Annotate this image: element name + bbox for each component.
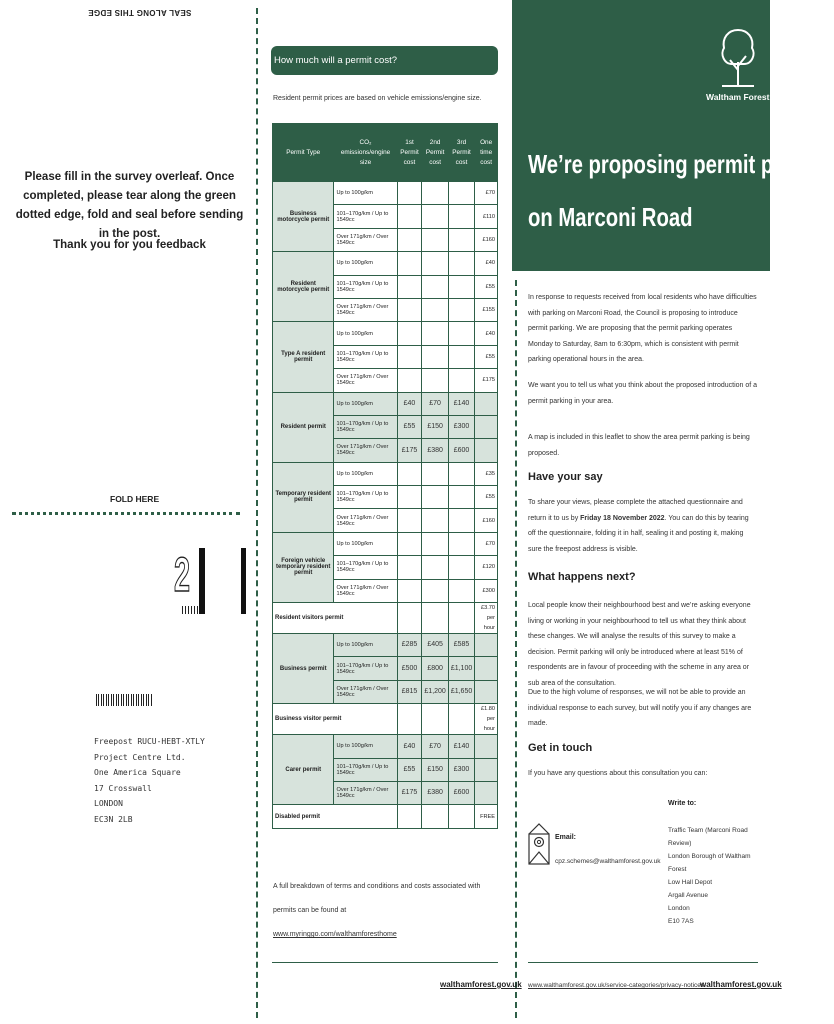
table-header-row — [273, 124, 498, 182]
header-permit-type: Permit Type — [273, 124, 334, 182]
second-permit-cost-cell — [422, 298, 448, 321]
first-permit-cost-cell: £55 — [397, 758, 422, 781]
first-permit-cost-cell — [397, 579, 422, 602]
permit-type-cell: Resident motorcycle permit — [273, 252, 334, 322]
ringgo-link[interactable]: www.myringgo.com/walthamforesthome — [273, 931, 397, 938]
third-permit-cost-cell — [448, 579, 474, 602]
second-permit-cost-cell — [422, 486, 448, 509]
empty-cell — [448, 805, 474, 828]
third-permit-cost-cell — [448, 556, 474, 579]
footnote — [273, 875, 503, 947]
permit-type-cell: Disabled permit — [273, 805, 398, 828]
third-permit-cost-cell: £1,650 — [448, 680, 474, 703]
second-permit-cost-cell: £70 — [422, 392, 448, 415]
email-address[interactable]: cpz.schemes@walthamforest.gov.uk — [555, 858, 661, 865]
one-time-cost-cell: £300 — [475, 579, 498, 602]
third-permit-cost-cell — [448, 532, 474, 555]
third-permit-cost-cell: £300 — [448, 415, 474, 438]
empty-cell — [422, 805, 448, 828]
postage-mark-bar — [241, 548, 246, 614]
third-permit-cost-cell: £1,100 — [448, 657, 474, 680]
emissions-band-cell: Up to 100g/km — [334, 182, 397, 205]
first-permit-cost-cell: £55 — [397, 415, 422, 438]
questions-paragraph: If you have any questions about this consultation you can: — [528, 770, 708, 777]
emissions-band-cell: Over 171g/km / Over 1549cc — [334, 369, 397, 392]
third-permit-cost-cell — [448, 228, 474, 251]
fold-line — [12, 512, 240, 515]
write-to-label: Write to: — [668, 800, 697, 807]
empty-cell — [422, 704, 448, 735]
one-time-cost-cell: £120 — [475, 556, 498, 579]
permit-type-cell: Business motorcycle permit — [273, 182, 334, 252]
email-label: Email: — [555, 834, 577, 841]
footer-website-link[interactable]: walthamforest.gov.uk — [700, 980, 782, 989]
second-permit-cost-cell — [422, 252, 448, 275]
emissions-band-cell: 101–170g/km / Up to 1549cc — [334, 486, 397, 509]
empty-cell — [397, 603, 422, 634]
third-permit-cost-cell: £300 — [448, 758, 474, 781]
empty-cell — [422, 603, 448, 634]
table-row — [273, 735, 498, 758]
one-time-cost-cell — [475, 781, 498, 804]
table-row — [273, 252, 498, 275]
first-permit-cost-cell — [397, 556, 422, 579]
what-happens-paragraph: Local people know their neighbourhood best and we’re asking everyone living or working in your neighbourhood to tell us what they think about these changes. We will analyse the results of this survey to make a decision. Permit parking will only be introduced where at least 51% of respondents are in favour of proceeding with the scheme in any area or sub area of the consultation. — [528, 602, 751, 687]
second-permit-cost-cell: £150 — [422, 758, 448, 781]
emissions-band-cell: Up to 100g/km — [334, 392, 397, 415]
title-line-1: We’re proposing permit parking — [528, 149, 834, 179]
first-permit-cost-cell — [397, 228, 422, 251]
third-permit-cost-cell: £140 — [448, 392, 474, 415]
one-time-cost-cell: £110 — [475, 205, 498, 228]
postal-line: London Borough of Waltham Forest — [668, 853, 751, 873]
permit-cost-heading: How much will a permit cost? — [271, 46, 498, 75]
first-permit-cost-cell — [397, 322, 422, 345]
permit-type-cell: Business permit — [273, 634, 334, 704]
one-time-cost-cell: £40 — [475, 252, 498, 275]
one-time-cost-cell: £1.80 per hour — [475, 704, 498, 735]
address-line: Project Centre Ltd. — [94, 752, 186, 762]
emissions-band-cell: 101–170g/km / Up to 1549cc — [334, 657, 397, 680]
one-time-cost-cell — [475, 439, 498, 462]
second-permit-cost-cell — [422, 275, 448, 298]
third-permit-cost-cell — [448, 298, 474, 321]
footnote-text: A full breakdown of terms and conditions and costs associated with permits can be found at — [273, 883, 481, 914]
share-views-text-end: . You can do this by tearing off the questionnaire, folding it in half, sealing it and posting it, making sure the freepost address is visible. — [528, 514, 749, 553]
first-permit-cost-cell — [397, 509, 422, 532]
brand-name: Waltham Forest — [706, 92, 770, 102]
one-time-cost-cell: £55 — [475, 275, 498, 298]
permit-cost-table — [272, 123, 498, 829]
empty-cell — [397, 704, 422, 735]
emissions-band-cell: Up to 100g/km — [334, 322, 397, 345]
emissions-band-cell: Over 171g/km / Over 1549cc — [334, 228, 397, 251]
one-time-cost-cell: £155 — [475, 298, 498, 321]
header-emissions: CO₂ emissions/engine size — [334, 124, 397, 182]
first-permit-cost-cell: £815 — [397, 680, 422, 703]
one-time-cost-cell: £55 — [475, 345, 498, 368]
second-permit-cost-cell — [422, 205, 448, 228]
table-row — [273, 532, 498, 555]
emissions-band-cell: Up to 100g/km — [334, 532, 397, 555]
first-permit-cost-cell — [397, 252, 422, 275]
emissions-band-cell: Up to 100g/km — [334, 634, 397, 657]
table-row — [273, 182, 498, 205]
one-time-cost-cell — [475, 735, 498, 758]
second-permit-cost-cell — [422, 532, 448, 555]
empty-cell — [448, 603, 474, 634]
cut-line-left — [256, 8, 258, 1018]
privacy-link[interactable]: www.walthamforest.gov.uk/service-categories/privacy-notices — [528, 982, 705, 989]
address-line: Freepost RUCU-HEBT-XTLY — [94, 737, 205, 746]
table-row — [273, 704, 498, 735]
third-permit-cost-cell — [448, 486, 474, 509]
permit-type-cell: Resident visitors permit — [273, 603, 398, 634]
emissions-band-cell: 101–170g/km / Up to 1549cc — [334, 275, 397, 298]
second-permit-cost-cell: £380 — [422, 439, 448, 462]
share-views-paragraph — [528, 495, 758, 557]
third-permit-cost-cell — [448, 462, 474, 485]
permit-type-cell: Foreign vehicle temporary resident permit — [273, 532, 334, 602]
cut-line-right — [515, 280, 517, 1018]
one-time-cost-cell — [475, 392, 498, 415]
third-permit-cost-cell — [448, 345, 474, 368]
intro-paragraph: In response to requests received from local residents who have difficulties with parking on Marconi Road, the Council is proposing to introduce permit parking. We are proposing that the permit parking operates Monday to Saturday, 8am to 6:30pm, which is consistent with permit parking operational hours in the area. — [528, 294, 757, 364]
second-permit-cost-cell: £150 — [422, 415, 448, 438]
emissions-band-cell: 101–170g/km / Up to 1549cc — [334, 758, 397, 781]
permit-type-cell: Resident permit — [273, 392, 334, 462]
tell-us-paragraph: We want you to tell us what you think about the proposed introduction of a permit parking in your area. — [528, 382, 758, 405]
one-time-cost-cell: £70 — [475, 182, 498, 205]
third-permit-cost-cell — [448, 205, 474, 228]
postal-line: Traffic Team (Marconi Road Review) — [668, 827, 748, 847]
postal-line: London — [668, 905, 690, 912]
second-permit-cost-cell — [422, 462, 448, 485]
fold-here-label: FOLD HERE — [110, 494, 160, 504]
one-time-cost-cell: £160 — [475, 228, 498, 251]
second-permit-cost-cell — [422, 369, 448, 392]
first-permit-cost-cell — [397, 345, 422, 368]
third-permit-cost-cell: £600 — [448, 439, 474, 462]
empty-cell — [397, 805, 422, 828]
emissions-band-cell: Over 171g/km / Over 1549cc — [334, 781, 397, 804]
emissions-band-cell: Up to 100g/km — [334, 462, 397, 485]
first-permit-cost-cell: £40 — [397, 392, 422, 415]
first-permit-cost-cell: £175 — [397, 439, 422, 462]
emissions-band-cell: 101–170g/km / Up to 1549cc — [334, 556, 397, 579]
one-time-cost-cell: £160 — [475, 509, 498, 532]
second-permit-cost-cell — [422, 345, 448, 368]
third-permit-cost-cell: £600 — [448, 781, 474, 804]
header-first-permit: 1st Permit cost — [397, 124, 422, 182]
thank-you-text: Thank you for you feedback — [53, 239, 206, 251]
header-third-permit: 3rd Permit cost — [448, 124, 474, 182]
second-permit-cost-cell: £800 — [422, 657, 448, 680]
permit-type-cell: Type A resident permit — [273, 322, 334, 392]
address-line: One America Square — [94, 768, 181, 778]
have-your-say-heading: Have your say — [528, 471, 603, 483]
mail-barcode — [94, 694, 152, 706]
postal-line: E10 7AS — [668, 918, 694, 925]
second-permit-cost-cell — [422, 228, 448, 251]
footer-rule — [272, 962, 498, 963]
second-permit-cost-cell — [422, 182, 448, 205]
emissions-band-cell: 101–170g/km / Up to 1549cc — [334, 205, 397, 228]
emissions-band-cell: Over 171g/km / Over 1549cc — [334, 439, 397, 462]
address-line: LONDON — [94, 799, 123, 809]
third-permit-cost-cell — [448, 182, 474, 205]
what-happens-next-heading: What happens next? — [528, 571, 636, 583]
second-permit-cost-cell — [422, 556, 448, 579]
permit-type-cell: Temporary resident permit — [273, 462, 334, 532]
volume-paragraph: Due to the high volume of responses, we will not be able to provide an individual response to each survey, but will notify you if any changes are made. — [528, 689, 752, 728]
deadline-date: Friday 18 November 2022 — [580, 514, 665, 522]
intro-text: Resident permit prices are based on vehicle emissions/engine size. — [273, 95, 482, 102]
first-permit-cost-cell — [397, 275, 422, 298]
footer-website-link[interactable]: walthamforest.gov.uk — [440, 980, 522, 989]
address-line: EC3N 2LB — [94, 814, 133, 824]
map-paragraph: A map is included in this leaflet to show the area permit parking is being proposed. — [528, 434, 750, 457]
second-permit-cost-cell: £380 — [422, 781, 448, 804]
table-row — [273, 805, 498, 828]
first-permit-cost-cell — [397, 486, 422, 509]
emissions-band-cell: 101–170g/km / Up to 1549cc — [334, 345, 397, 368]
second-permit-cost-cell: £1,200 — [422, 680, 448, 703]
survey-instruction: Please fill in the survey overleaf. Once completed, please tear along the green dotted edge, fold and seal before sending in the post. — [15, 171, 244, 240]
postage-barcode — [182, 606, 198, 614]
first-permit-cost-cell — [397, 182, 422, 205]
table-row — [273, 392, 498, 415]
emissions-band-cell: 101–170g/km / Up to 1549cc — [334, 415, 397, 438]
first-permit-cost-cell: £285 — [397, 634, 422, 657]
third-permit-cost-cell — [448, 369, 474, 392]
first-permit-cost-cell — [397, 462, 422, 485]
emissions-band-cell: Over 171g/km / Over 1549cc — [334, 298, 397, 321]
first-permit-cost-cell: £175 — [397, 781, 422, 804]
footer-rule — [528, 962, 758, 963]
one-time-cost-cell — [475, 758, 498, 781]
second-permit-cost-cell — [422, 579, 448, 602]
postal-address — [668, 824, 770, 928]
header-second-permit: 2nd Permit cost — [422, 124, 448, 182]
postal-line: Low Hall Depot — [668, 879, 713, 886]
one-time-cost-cell: £3.70 per hour — [475, 603, 498, 634]
postage-number: 2 — [174, 549, 191, 602]
second-permit-cost-cell: £405 — [422, 634, 448, 657]
one-time-cost-cell: £40 — [475, 322, 498, 345]
one-time-cost-cell: £175 — [475, 369, 498, 392]
page-title — [528, 138, 834, 244]
first-permit-cost-cell — [397, 532, 422, 555]
first-permit-cost-cell: £500 — [397, 657, 422, 680]
table-row — [273, 322, 498, 345]
first-permit-cost-cell — [397, 298, 422, 321]
address-line: 17 Crosswall — [94, 783, 152, 793]
second-permit-cost-cell — [422, 322, 448, 345]
header-one-time-cost: One time cost — [475, 124, 498, 182]
one-time-cost-cell — [475, 657, 498, 680]
share-views-text: To share your views, please complete the attached questionnaire and return it to us by — [528, 499, 743, 522]
permit-type-cell: Carer permit — [273, 735, 334, 805]
one-time-cost-cell: £70 — [475, 532, 498, 555]
emissions-band-cell: Over 171g/km / Over 1549cc — [334, 579, 397, 602]
second-permit-cost-cell — [422, 509, 448, 532]
table-row — [273, 634, 498, 657]
tree-logo-icon — [718, 26, 758, 88]
table-row — [273, 462, 498, 485]
third-permit-cost-cell: £585 — [448, 634, 474, 657]
third-permit-cost-cell — [448, 252, 474, 275]
get-in-touch-heading: Get in touch — [528, 742, 593, 754]
emissions-band-cell: Up to 100g/km — [334, 252, 397, 275]
title-line-2: on Marconi Road — [528, 202, 693, 232]
one-time-cost-cell — [475, 680, 498, 703]
second-permit-cost-cell: £70 — [422, 735, 448, 758]
postage-mark-bar — [199, 548, 205, 614]
freepost-address — [94, 734, 205, 828]
envelope-email-icon — [527, 822, 551, 870]
third-permit-cost-cell — [448, 322, 474, 345]
emissions-band-cell: Up to 100g/km — [334, 735, 397, 758]
one-time-cost-cell — [475, 415, 498, 438]
table-row — [273, 603, 498, 634]
postal-line: Argall Avenue — [668, 892, 708, 899]
one-time-cost-cell: FREE — [475, 805, 498, 828]
permit-type-cell: Business visitor permit — [273, 704, 398, 735]
emissions-band-cell: Over 171g/km / Over 1549cc — [334, 509, 397, 532]
third-permit-cost-cell — [448, 509, 474, 532]
third-permit-cost-cell: £140 — [448, 735, 474, 758]
one-time-cost-cell: £35 — [475, 462, 498, 485]
empty-cell — [448, 704, 474, 735]
first-permit-cost-cell — [397, 369, 422, 392]
first-permit-cost-cell — [397, 205, 422, 228]
seal-edge-label: SEAL ALONG THIS EDGE — [88, 8, 192, 17]
third-permit-cost-cell — [448, 275, 474, 298]
one-time-cost-cell — [475, 634, 498, 657]
one-time-cost-cell: £55 — [475, 486, 498, 509]
emissions-band-cell: Over 171g/km / Over 1549cc — [334, 680, 397, 703]
first-permit-cost-cell: £40 — [397, 735, 422, 758]
